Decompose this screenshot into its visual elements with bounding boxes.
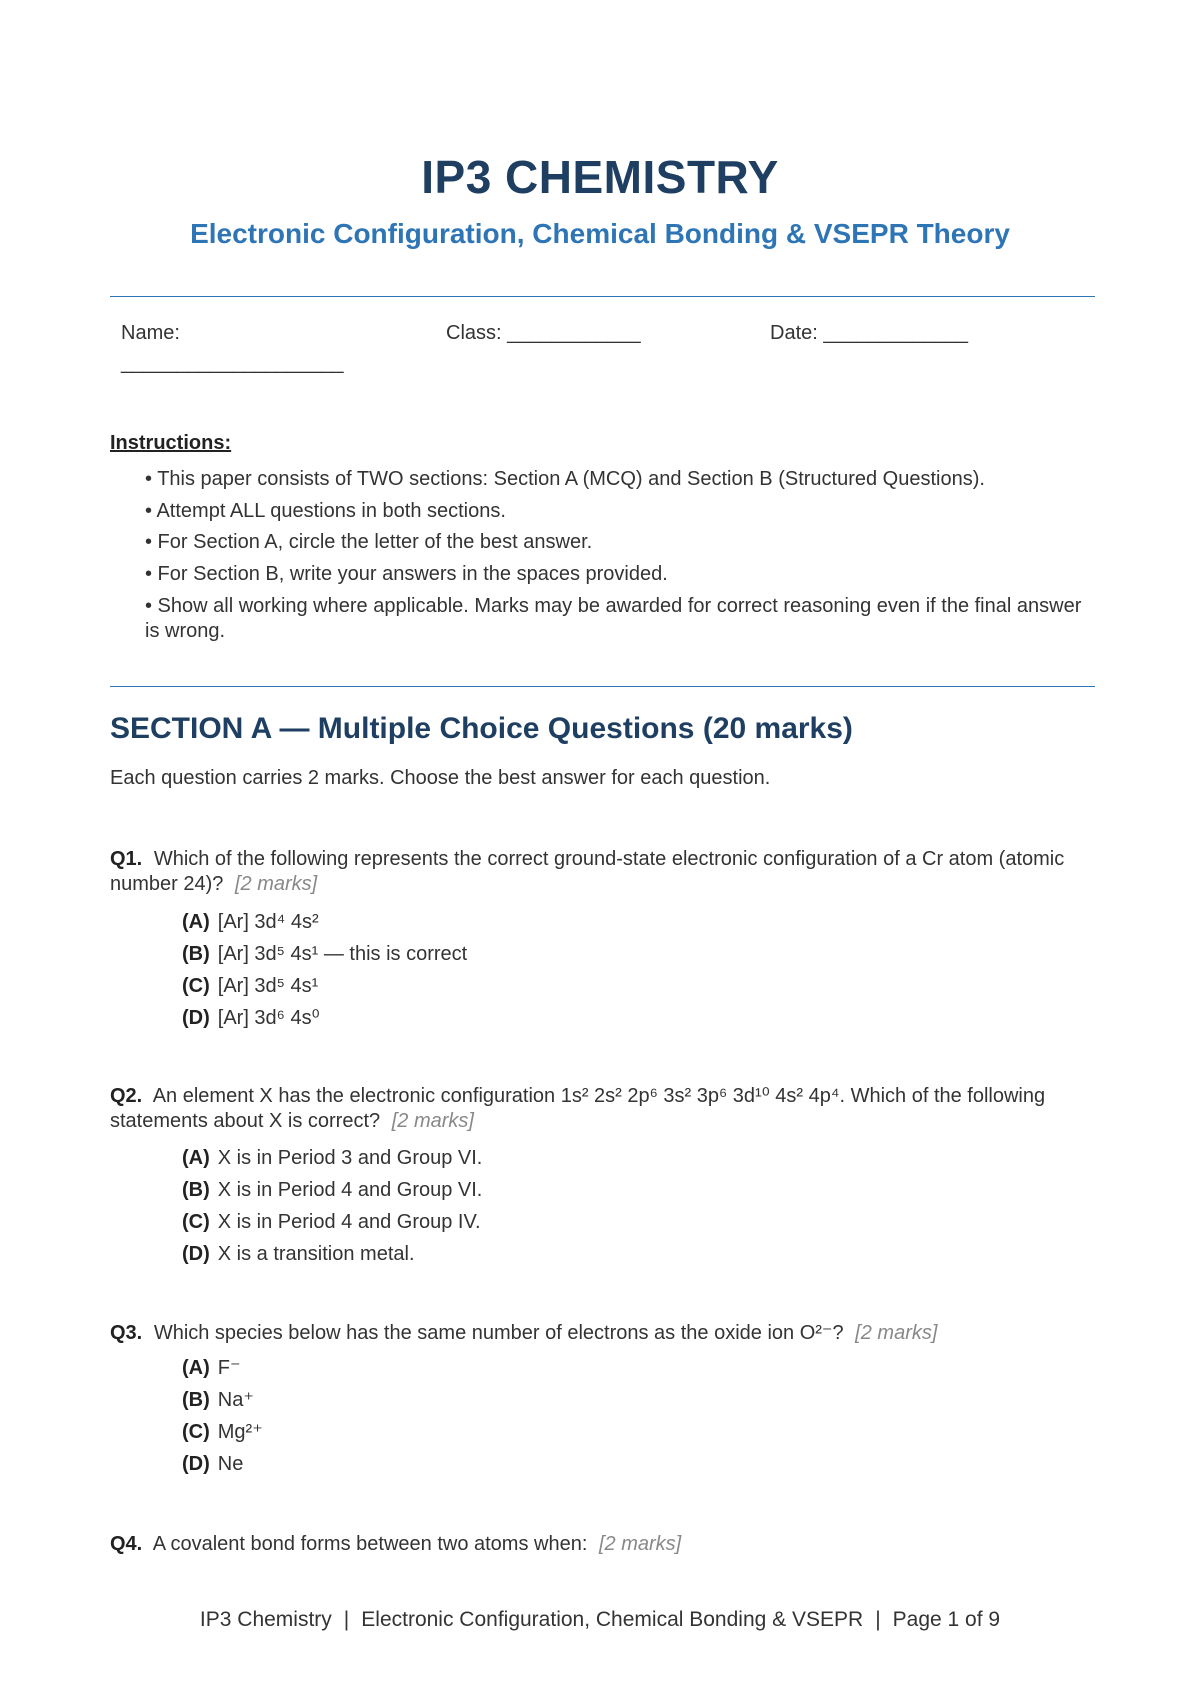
- page-title: IP3 CHEMISTRY: [421, 151, 779, 203]
- option-letter: (D): [182, 1243, 210, 1265]
- option-letter: (A): [182, 1357, 210, 1379]
- option-a[interactable]: [182, 1352, 263, 1384]
- section-a-title: SECTION A — Multiple Choice Questions (20 marks): [110, 712, 853, 745]
- page-footer: [0, 1608, 1200, 1632]
- footer-topic: Electronic Configuration, Chemical Bonding & VSEPR: [361, 1608, 864, 1631]
- option-text: [Ar] 3d⁴ 4s²: [217, 911, 319, 933]
- option-text: X is in Period 3 and Group VI.: [217, 1147, 483, 1169]
- footer-page-number: Page 1 of 9: [892, 1608, 1001, 1631]
- option-letter: (C): [182, 975, 210, 997]
- option-c[interactable]: [182, 970, 467, 1002]
- option-d[interactable]: [182, 1238, 482, 1270]
- option-b[interactable]: [182, 1174, 482, 1206]
- option-text: F⁻: [217, 1357, 241, 1379]
- option-a[interactable]: [182, 1142, 482, 1174]
- option-text: Na⁺: [217, 1389, 254, 1411]
- option-letter: (B): [182, 1179, 210, 1201]
- option-c[interactable]: [182, 1206, 482, 1238]
- question-text: A covalent bond forms between two atoms when:: [152, 1533, 588, 1555]
- instruction-item: • For Section A, circle the letter of the best answer.: [145, 531, 593, 553]
- question-2-options: [182, 1142, 482, 1270]
- date-field: Date: _____________: [770, 322, 968, 344]
- question-number: Q3.: [110, 1322, 143, 1344]
- option-b[interactable]: [182, 1384, 263, 1416]
- option-letter: (C): [182, 1211, 210, 1233]
- footer-doc-title: IP3 Chemistry: [199, 1608, 332, 1631]
- option-text: [Ar] 3d⁵ 4s¹: [217, 975, 319, 997]
- option-letter: (A): [182, 1147, 210, 1169]
- section-a-description: Each question carries 2 marks. Choose the best answer for each question.: [110, 767, 771, 789]
- question-2: [110, 1084, 1100, 1134]
- header-divider: [110, 296, 1095, 297]
- option-d[interactable]: [182, 1002, 467, 1034]
- option-letter: (D): [182, 1007, 210, 1029]
- question-3: [110, 1321, 1100, 1346]
- instructions-heading: Instructions:: [110, 432, 232, 454]
- footer-separator: |: [875, 1608, 881, 1631]
- name-field-line: ____________________: [121, 352, 344, 374]
- question-marks: [2 marks]: [855, 1322, 938, 1344]
- option-letter: (A): [182, 911, 210, 933]
- question-marks: [2 marks]: [234, 873, 318, 895]
- question-marks: [2 marks]: [391, 1110, 474, 1132]
- footer-separator: |: [343, 1608, 350, 1631]
- instruction-item: • For Section B, write your answers in the spaces provided.: [145, 562, 668, 585]
- option-b[interactable]: [182, 938, 467, 970]
- option-text: [Ar] 3d⁵ 4s¹ — this is correct: [217, 943, 468, 965]
- question-text: An element X has the electronic configuration 1s² 2s² 2p⁶ 3s² 3p⁶ 3d¹⁰ 4s² 4p⁴. Which of the following statements about X is correct?: [110, 1085, 1046, 1132]
- option-letter: (D): [182, 1453, 210, 1475]
- section-divider: [110, 686, 1095, 687]
- instructions-list: [145, 464, 1095, 644]
- question-number: Q1.: [110, 848, 143, 870]
- instruction-item: • This paper consists of TWO sections: Section A (MCQ) and Section B (Structured Questions).: [145, 468, 985, 490]
- option-letter: (C): [182, 1421, 210, 1443]
- instruction-item: • Attempt ALL questions in both sections.: [145, 499, 506, 522]
- page-subtitle: Electronic Configuration, Chemical Bonding & VSEPR Theory: [190, 218, 1010, 249]
- option-text: X is in Period 4 and Group IV.: [217, 1211, 481, 1233]
- question-text: Which species below has the same number of electrons as the oxide ion O²⁻?: [153, 1322, 844, 1344]
- option-text: X is a transition metal.: [217, 1243, 415, 1265]
- question-number: Q4.: [110, 1533, 143, 1555]
- name-field-label: Name:: [121, 322, 180, 344]
- question-marks: [2 marks]: [598, 1533, 682, 1555]
- question-number: Q2.: [110, 1085, 143, 1107]
- option-letter: (B): [182, 1389, 210, 1411]
- option-a[interactable]: [182, 906, 467, 938]
- question-4: [110, 1532, 1100, 1557]
- option-text: X is in Period 4 and Group VI.: [217, 1179, 483, 1201]
- instruction-item: • Show all working where applicable. Marks may be awarded for correct reasoning even if the final answer is wrong.: [145, 595, 1082, 642]
- option-text: Mg²⁺: [217, 1421, 263, 1443]
- option-letter: (B): [182, 943, 210, 965]
- option-d[interactable]: [182, 1448, 263, 1480]
- class-field: Class: ____________: [446, 322, 641, 344]
- question-1-options: [182, 906, 467, 1034]
- option-c[interactable]: [182, 1416, 263, 1448]
- option-text: [Ar] 3d⁶ 4s⁰: [217, 1007, 320, 1029]
- question-text: Which of the following represents the correct ground-state electronic configuration of a Cr atom (atomic number 24)?: [110, 848, 1065, 895]
- question-3-options: [182, 1352, 263, 1480]
- option-text: Ne: [217, 1453, 244, 1475]
- question-1: [110, 847, 1100, 897]
